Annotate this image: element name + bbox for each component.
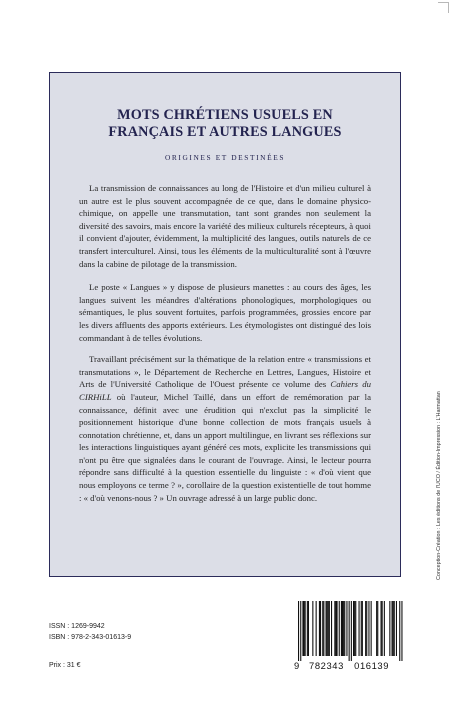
barcode-bar [381,601,382,656]
crop-mark [438,2,449,13]
barcode-bar [304,601,305,656]
barcode-left-group: 782343 [309,660,344,671]
barcode-bar [349,601,350,661]
book-title-line-2: FRANÇAIS ET AUTRES LANGUES [108,124,342,140]
barcode-bar [389,601,390,656]
barcode-bar [326,601,327,656]
barcode-bar [353,601,354,656]
barcode-bar [346,601,347,656]
barcode-bar [377,601,378,656]
barcode-bar [323,601,324,656]
barcode-bar [344,601,345,656]
barcode-bar [368,601,369,656]
barcode-bars [294,601,406,661]
barcode-bar [362,601,363,656]
blurb-paragraph-3-end: où l'auteur, Michel Taillé, dans un effort de remémoration par la connaissance, définit avec une érudition qui n'exclut pas la simplicité le positionnement historique d'une bonne collection de mots français usuels à connotation chrétienne, et, dans un apport multilingue, en livrant ses réflexions sur les interactions linguistiques ayant généré ces mots, explicite les transmissions qui n'ont pu être que signalées dans le courant de l'ouvrage. Ainsi, le lecteur pourra répondre sans difficulté à la question essentielle du linguiste : « d'où vient que nous employons ce terme ? », corollaire de la question existentielle de tout homme : « d'où venons-nous ? » Un ouvrage adressé à un large public donc. [79,391,371,503]
barcode-bar [376,601,377,656]
journal-title: Cahiers du CIRHiLL [79,379,371,402]
barcode-bar [399,601,400,661]
barcode-right-group: 016139 [354,660,390,671]
barcode-bar [300,601,301,661]
book-title [79,107,371,141]
isbn-line: ISBN : 978-2-343-01613-9 [49,634,132,641]
barcode-bar [371,601,372,656]
barcode-bar [329,601,330,656]
barcode-bar [307,601,308,656]
barcode-bar [361,601,362,656]
barcode-bar [312,601,313,656]
price-label: Prix : 31 € [49,662,81,669]
barcode-bar [322,601,323,656]
barcode-bar [392,601,393,656]
barcode-bar [328,601,329,656]
barcode-bar [354,601,355,656]
book-title-line-1: MOTS CHRÉTIENS USUELS EN [117,107,333,123]
barcode-bar [366,601,367,656]
barcode-bar [343,601,344,656]
barcode-bar [355,601,356,656]
barcode-bar [316,601,317,656]
book-subtitle: ORIGINES ET DESTINÉES [164,153,286,162]
blurb-paragraph-1: La transmission de connaissances au long de l'Histoire et d'un milieu culturel à un autre est le plus souvent accompagnée de ce que, dans le domaine physico-chimique, on appelle une transmutation, tant sont grandes non seulement la diversité des savoirs, mais encore la variété des milieux culturels récepteurs, à quoi il convient d'ajouter, évidemment, la multiplicité des langues, outils naturels de ce transfert interculturel. Ainsi, tous les éléments de la multiculturalité sont à l'œuvre dans la cabine de pilotage de la transmission. [79,183,371,269]
barcode-bar [365,601,366,656]
blurb-paragraph-2: Le poste « Langues » y dispose de plusieurs manettes : au cours des âges, les langues suivent les méandres d'altérations phonologiques, morphologiques ou sémantiques, le plus souvent fortuites, parfois programmées, grossies encore par les divers affluents des apports extérieurs. Les étymologistes ont distingué des lois commandant à de telles évolutions. [79,282,371,343]
barcode-bar [382,601,383,656]
barcode [294,601,406,671]
barcode-bar [335,601,336,656]
barcode-bar [351,601,352,661]
barcode-bar [327,601,328,656]
blurb-paragraph-3-start: Travaillant précisément sur la thématique de la relation entre « transmissions et transmutations », le Département de Recherche en Lettres, Langues, Histoire et Arts de l'Université Catholique de l'Ouest présente ce volume des [79,354,371,390]
publisher-credit: Conception-Création : Les éditions de l'UCO / Édition-Impression : L'Harmattan [436,391,442,580]
barcode-bar [302,601,303,656]
barcode-bar [401,601,402,661]
blurb-paragraph-3 [79,353,371,504]
barcode-first-digit: 9 [294,660,300,671]
barcode-bar [334,601,335,656]
barcode-bar [384,601,385,656]
barcode-bar [320,601,321,656]
barcode-bar [359,601,360,656]
barcode-bar [394,601,395,656]
barcode-bar [396,601,397,656]
barcode-digits [294,660,406,671]
barcode-bar [305,601,306,656]
issn-line: ISSN : 1269-9942 [49,623,105,630]
barcode-bar [298,601,299,661]
back-cover-panel [49,72,401,577]
barcode-bar [341,601,342,656]
barcode-bar [308,601,309,656]
barcode-bar [342,601,343,656]
barcode-bar [337,601,338,656]
identifier-block [49,621,131,643]
barcode-bar [319,601,320,656]
barcode-bar [331,601,332,656]
barcode-bar [393,601,394,656]
barcode-bar [339,601,340,656]
